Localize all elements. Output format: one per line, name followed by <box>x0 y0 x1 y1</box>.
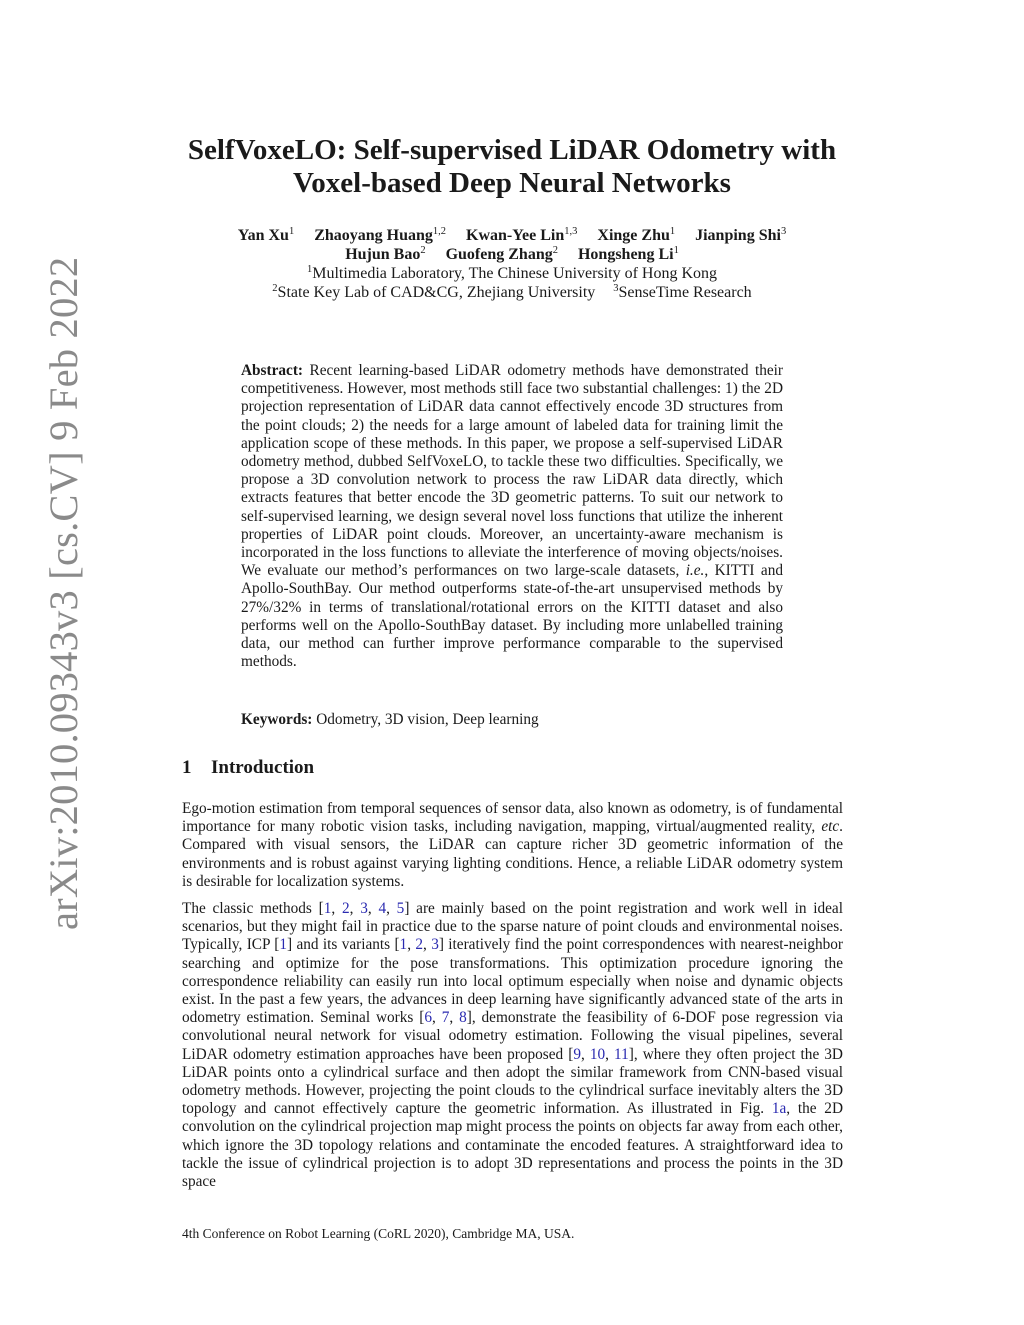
paragraph-2: The classic methods [1, 2, 3, 4, 5] are mainly based on the point registration and work well in ideal scenarios, but they might fail in practice due to the sparse nature of point clouds and environmental noises. Typically, ICP [1] and its variants [1, 2, 3] iteratively find the point correspondences with nearest-neighbor searching and optimize for the pose transformations. This optimization procedure ignoring the correspondence reliability can easily run into local optimum especially when noise and dynamic objects exist. In the past a few years, the advances in deep learning have significantly advanced state of the arts in odometry estimation. Seminal works [6, 7, 8], demonstrate the feasibility of 6-DOF pose regression via convolutional neural network for visual odometry estimation. Following the visual pipelines, several LiDAR odometry estimation approaches have been proposed [9, 10, 11], where they often project the 3D LiDAR points onto a cylindrical surface and then adopt the similar framework from CNN-based visual odometry methods. However, projecting the point clouds to the cylindrical surface inevitably alters the 3D topology and cannot effectively capture the geometric information. As illustrated in Fig. 1a, the 2D convolution on the cylindrical projection map might process the points on objects far away from each other, which ignore the 3D topology relations and contaminate the encoded features. A straightforward idea to tackle the issue of cylindrical projection is to adopt 3D representations and process the points in the 3D space <box>182 900 844 1191</box>
section-title: Introduction <box>211 757 315 778</box>
author: Xinge Zhu$^1$ <box>597 226 676 244</box>
figure-link[interactable]: 1a <box>771 1100 787 1118</box>
abstract-text: Recent learning-based LiDAR odometry methods have demonstrated their competitiveness. However, most methods still face two substantial challenges: 1) the 2D projection representation of LiDAR data cannot effectively encode 3D structures from the point clouds; 2) the needs for a large amount of labeled data for training limit the application scope of these methods. In this paper, we propose a self-supervised LiDAR odometry method, dubbed SelfVoxeLO, to tackle these two difficulties. Specifically, we propose a 3D convolution network to process the raw LiDAR data directly, which extracts features that better encode the 3D geometric patterns. To suit our network to self-supervised learning, we design several novel loss functions that utilize the inherent properties of LiDAR point clouds. Moreover, an uncertainty-aware mechanism is incorporated in the loss functions to alleviate the interference of moving objects/noises. We evaluate our method’s performances on two large-scale datasets, <box>241 362 784 580</box>
title-line-2: Voxel-based Deep Neural Networks <box>293 167 731 199</box>
citation-link[interactable]: 5 <box>396 900 405 918</box>
abstract <box>241 362 783 671</box>
author: Kwan-Yee Lin$^{1,3}$ <box>466 226 578 244</box>
keywords <box>241 711 783 729</box>
citation-link[interactable]: 7 <box>441 1009 450 1027</box>
introduction-body <box>182 800 843 1200</box>
citation-link[interactable]: 8 <box>459 1009 467 1027</box>
author: Hongsheng Li$^1$ <box>577 245 679 263</box>
citation-link[interactable]: 3 <box>360 900 368 918</box>
citation-link[interactable]: 1 <box>323 900 332 918</box>
arxiv-identifier: arXiv:2010.09343v3 [cs.CV] 9 Feb 2022 <box>41 256 86 930</box>
keywords-label: Keywords: <box>241 711 313 728</box>
author: Hujun Bao$^2$ <box>345 245 426 263</box>
author-block <box>0 226 1024 302</box>
abstract-text-2: , KITTI and Apollo-SouthBay. Our method outperforms state-of-the-art unsupervised methods by 27%/32% in terms of translational/rotational errors on the KITTI dataset and also performs well on the Apollo-SouthBay dataset. By including more unlabelled training data, our method can further improve performance comparable to the supervised methods. <box>241 562 784 671</box>
citation-link[interactable]: 4 <box>378 900 387 918</box>
citation-link[interactable]: 1 <box>279 936 288 954</box>
section-heading-introduction <box>182 757 314 779</box>
affiliation-2-3: $^2$State Key Lab of CAD&CG, Zhejiang University $^3$SenseTime Research <box>272 283 752 301</box>
citation-link[interactable]: 9 <box>573 1045 581 1063</box>
abstract-label: Abstract: <box>241 362 304 379</box>
citation-link[interactable]: 11 <box>614 1045 629 1063</box>
conference-footer: 4th Conference on Robot Learning (CoRL 2020), Cambridge MA, USA. <box>182 1226 575 1241</box>
citation-link[interactable]: 3 <box>431 936 439 954</box>
title-line-1: SelfVoxeLO: Self-supervised LiDAR Odometry with <box>187 134 837 166</box>
author: Guofeng Zhang$^2$ <box>445 245 558 263</box>
author: Yan Xu$^1$ <box>237 226 295 244</box>
citation-link[interactable]: 1 <box>399 936 408 954</box>
author-line-1 <box>0 226 1024 245</box>
citation-link[interactable]: 6 <box>424 1009 432 1027</box>
citation-link[interactable]: 10 <box>589 1045 606 1063</box>
abstract-ie: i.e. <box>685 562 705 580</box>
citation-link[interactable]: 2 <box>341 900 350 918</box>
author: Jianping Shi$^3$ <box>695 226 787 244</box>
paper-title <box>0 134 1024 200</box>
author: Zhaoyang Huang$^{1,2}$ <box>314 226 447 244</box>
keywords-text: Odometry, 3D vision, Deep learning <box>316 711 539 728</box>
citation-link[interactable]: 2 <box>415 936 424 954</box>
affiliation-1: $^1$Multimedia Laboratory, The Chinese University of Hong Kong <box>306 264 718 282</box>
section-number: 1 <box>182 757 192 778</box>
author-line-2 <box>0 245 1024 264</box>
paragraph-1: Ego-motion estimation from temporal sequences of sensor data, also known as odometry, is of fundamental importance for many robotic vision tasks, including navigation, mapping, virtual/augmented reality, etc. Compared with visual sensors, the LiDAR can capture richer 3D geometric information of the environments and is robust against varying lighting conditions. Hence, a reliable LiDAR odometry system is desirable for localization systems. <box>182 800 843 890</box>
